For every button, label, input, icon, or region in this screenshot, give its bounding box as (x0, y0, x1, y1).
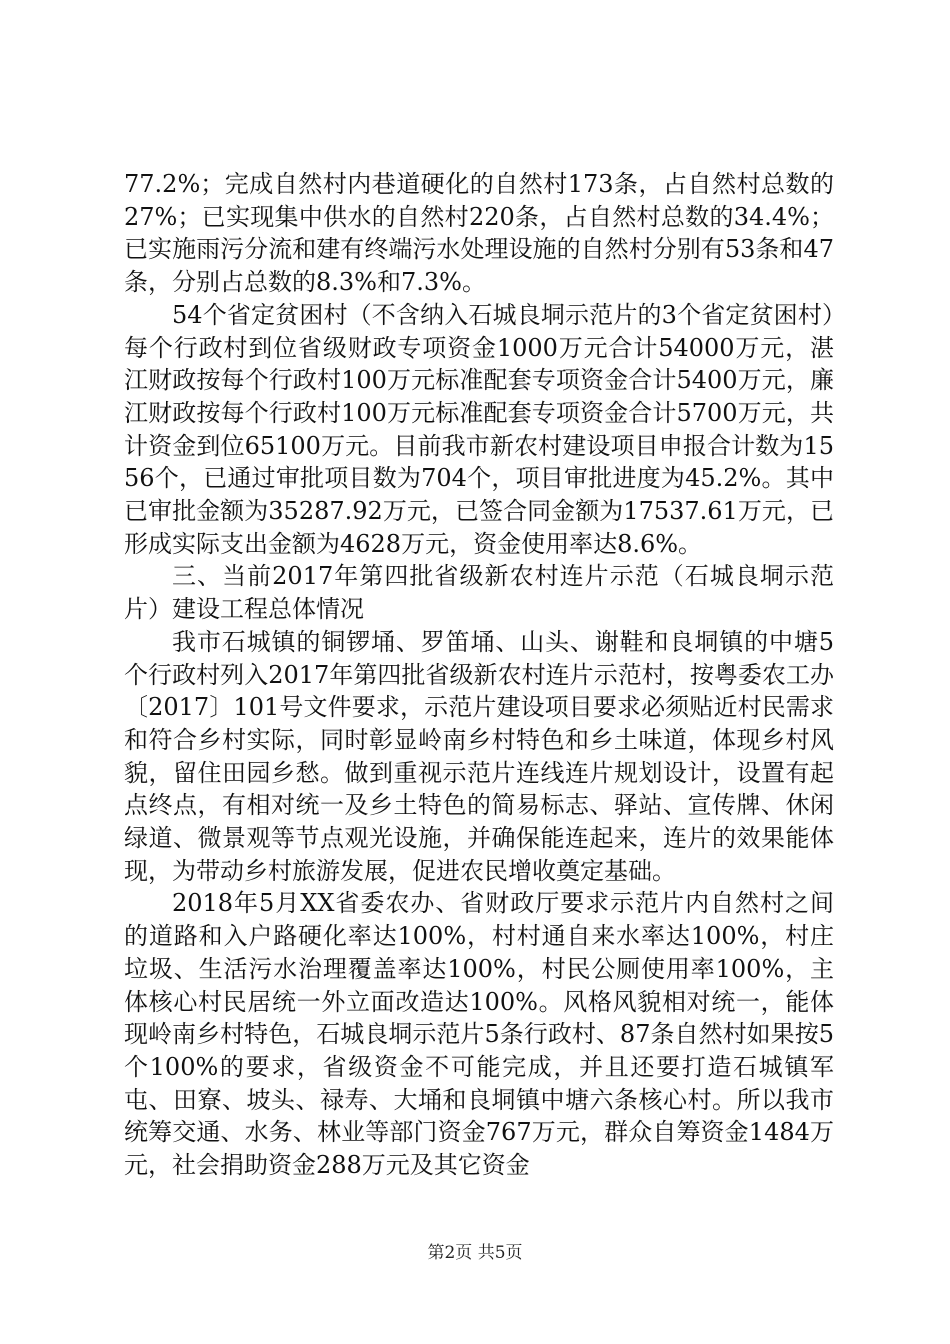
section-heading-3: 三、当前2017年第四批省级新农村连片示范（石城良垌示范片）建设工程总体情况 (124, 562, 834, 624)
page-number-footer: 第2页 共5页 (427, 1243, 523, 1263)
paragraph-1: 77.2%；完成自然村内巷道硬化的自然村173条，占自然村总数的27%；已实现集中供水的自然村220条，占自然村总数的34.4%；已实施雨污分流和建有终端污水处理设施的自然村分别有53条和47条，分别占总数的8.3%和7.3%。 (124, 170, 834, 297)
paragraph-4: 我市石城镇的铜锣埇、罗笛埇、山头、谢鞋和良垌镇的中塘5个行政村列入2017年第四批省级新农村连片示范村，按粤委农工办〔2017〕101号文件要求，示范片建设项目要求必须贴近村民需求和符合乡村实际，同时彰显岭南乡村特色和乡土味道，体现乡村风貌，留住田园乡愁。做到重视示范片连线连片规划设计，设置有起点终点，有相对统一及乡土特色的简易标志、驿站、宣传牌、休闲绿道、微景观等节点观光设施，并确保能连起来，连片的效果能体现，为带动乡村旅游发展，促进农民增收奠定基础。 (124, 627, 834, 885)
document-body (124, 168, 834, 1182)
paragraph-5: 2018年5月XX省委农办、省财政厅要求示范片内自然村之间的道路和入户路硬化率达100%，村村通自来水率达100%，村庄垃圾、生活污水治理覆盖率达100%，村民公厕使用率100%，主体核心村民居统一外立面改造达100%。风格风貌相对统一，能体现岭南乡村特色，石城良垌示范片5条行政村、87条自然村如果按5个100%的要求，省级资金不可能完成，并且还要打造石城镇军屯、田寮、坡头、禄寿、大埇和良垌镇中塘六条核心村。所以我市统筹交通、水务、林业等部门资金767万元，群众自筹资金1484万元，社会捐助资金288万元及其它资金 (124, 889, 834, 1180)
paragraph-2: 54个省定贫困村（不含纳入石城良垌示范片的3个省定贫困村）每个行政村到位省级财政专项资金1000万元合计54000万元，湛江财政按每个行政村100万元标准配套专项资金合计5400万元，廉江财政按每个行政村100万元标准配套专项资金合计5700万元，共计资金到位65100万元。目前我市新农村建设项目申报合计数为1556个，已通过审批项目数为704个，项目审批进度为45.2%。其中已审批金额为35287.92万元，已签合同金额为17537.61万元，已形成实际支出金额为4628万元，资金使用率达8.6%。 (124, 300, 834, 558)
